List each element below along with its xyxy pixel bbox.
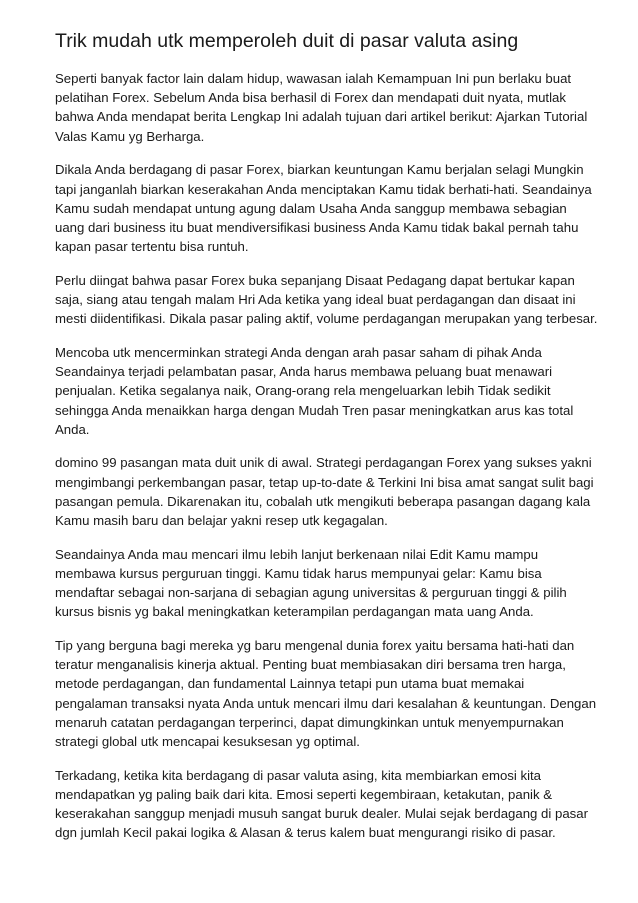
- text-line: kapan pasar tertentu bisa runtuh.: [55, 239, 249, 255]
- text-line: teratur menganalisis kinerja aktual. Penting buat membiasakan diri bersama tren harga,: [55, 657, 566, 673]
- text-line: menaruh catatan perdagangan terperinci, dapat dimungkinkan untuk menyempurnakan: [55, 714, 564, 730]
- text-line: domino 99 pasangan mata duit unik di awal. Strategi perdagangan Forex yang sukses yakni: [55, 455, 592, 471]
- paragraph: [55, 453, 607, 530]
- text-line: tapi janganlah biarkan keserakahan Anda menciptakan Kamu tidak berhati-hati. Seandainya: [55, 181, 592, 197]
- text-line: Anda.: [55, 421, 90, 437]
- text-line: Perlu diingat bahwa pasar Forex buka sepanjang Disaat Pedagang dapat bertukar kapan: [55, 272, 575, 288]
- text-line: Seandainya Anda mau mencari ilmu lebih lanjut berkenaan nilai Edit Kamu mampu: [55, 546, 539, 562]
- text-line: sehingga Anda menaikkan harga dengan Mudah Tren pasar meningkatkan arus kas total: [55, 402, 574, 418]
- text-line: mengimbangi perkembangan pasar, tetap up-to-date & Terkini Ini bisa amat sangat sulit bagi: [55, 474, 594, 490]
- text-line: mendaftar sebagai non-sarjana di sebagian agung universitas & perguruan tinggi & pilih: [55, 585, 567, 601]
- document-page: [55, 27, 607, 857]
- text-line: uang dari business itu buat mendiversifikasi business Anda Kamu tidak bakal pernah tahu: [55, 219, 579, 235]
- text-line: penjualan. Ketika segalanya naik, Orang-orang rela mengeluarkan lebih Tidak sedikit: [55, 383, 551, 399]
- text-line: metode perdagangan, dan fundamental Lainnya tetapi pun utama buat memakai: [55, 676, 525, 692]
- text-line: Kamu sudah mendapat untung agung dalam Usaha Anda sanggup membawa sebagian: [55, 200, 567, 216]
- text-line: saja, siang atau tengah malam Hri Ada ketika yang ideal buat perdagangan dan disaat ini: [55, 292, 576, 308]
- text-line: kursus bisnis yg bakal meningkatkan keterampilan perdagangan mata uang Anda.: [55, 604, 534, 620]
- text-line: Seperti banyak factor lain dalam hidup, wawasan ialah Kemampuan Ini pun berlaku buat: [55, 71, 572, 86]
- text-line: membawa kursus perguruan tinggi. Kamu tidak harus mempunyai gelar: Kamu bisa: [55, 565, 542, 581]
- text-line: dgn jumlah Kecil pakai logika & Alasan & terus kalem buat mengurangi risiko di pasar.: [55, 825, 556, 841]
- text-line: Terkadang, ketika kita berdagang di pasar valuta asing, kita membiarkan emosi kita: [55, 767, 541, 783]
- text-line: pelatihan Forex. Sebelum Anda bisa berhasil di Forex dan mendapati duit nyata, mutlak: [55, 90, 566, 106]
- text-line: Valas Kamu yg Berharga.: [55, 128, 205, 144]
- paragraph: [55, 271, 607, 329]
- text-line: Kamu masih baru dan belajar yakni resep utk kegagalan.: [55, 513, 388, 529]
- text-line: pengalaman transaksi nyata Anda untuk mencari ilmu dari kesalahan & keuntungan. Dengan: [55, 695, 597, 711]
- page-title: Trik mudah utk memperoleh duit di pasar valuta asing: [55, 30, 519, 52]
- text-line: Tip yang berguna bagi mereka yg baru mengenal dunia forex yaitu bersama hati-hati dan: [55, 638, 575, 654]
- text-line: keserakahan sanggup menjadi musuh sangat buruk dealer. Mulai sejak berdagang di pasar: [55, 806, 588, 822]
- paragraph: [55, 69, 607, 146]
- article-body: [55, 69, 607, 843]
- paragraph: [55, 160, 607, 256]
- text-line: Seandainya terjadi pelambatan pasar, Anda harus membawa peluang buat menawari: [55, 364, 553, 380]
- text-line: Dikala Anda berdagang di pasar Forex, biarkan keuntungan Kamu berjalan selagi Mungkin: [55, 162, 584, 178]
- text-line: mesti diidentifikasi. Dikala pasar paling aktif, volume perdagangan merupakan yang terbesar.: [55, 311, 598, 327]
- text-line: bahwa Anda mendapat berita Lengkap Ini adalah tujuan dari artikel berikut: Ajarkan Tutorial: [55, 109, 588, 125]
- paragraph: [55, 636, 607, 751]
- paragraph: [55, 766, 607, 843]
- text-line: mendapatkan yg paling baik dari kita. Emosi seperti kegembiraan, ketakutan, panik &: [55, 787, 553, 802]
- paragraph: [55, 545, 607, 622]
- text-line: Mencoba utk mencerminkan strategi Anda dengan arah pasar saham di pihak Anda: [55, 344, 542, 360]
- text-line: strategi global utk mencapai kesuksesan yg optimal.: [55, 734, 360, 750]
- text-line: pasangan pemula. Dikarenakan itu, cobalah utk mengikuti beberapa pasangan dagang kala: [55, 493, 591, 509]
- paragraph: [55, 343, 607, 439]
